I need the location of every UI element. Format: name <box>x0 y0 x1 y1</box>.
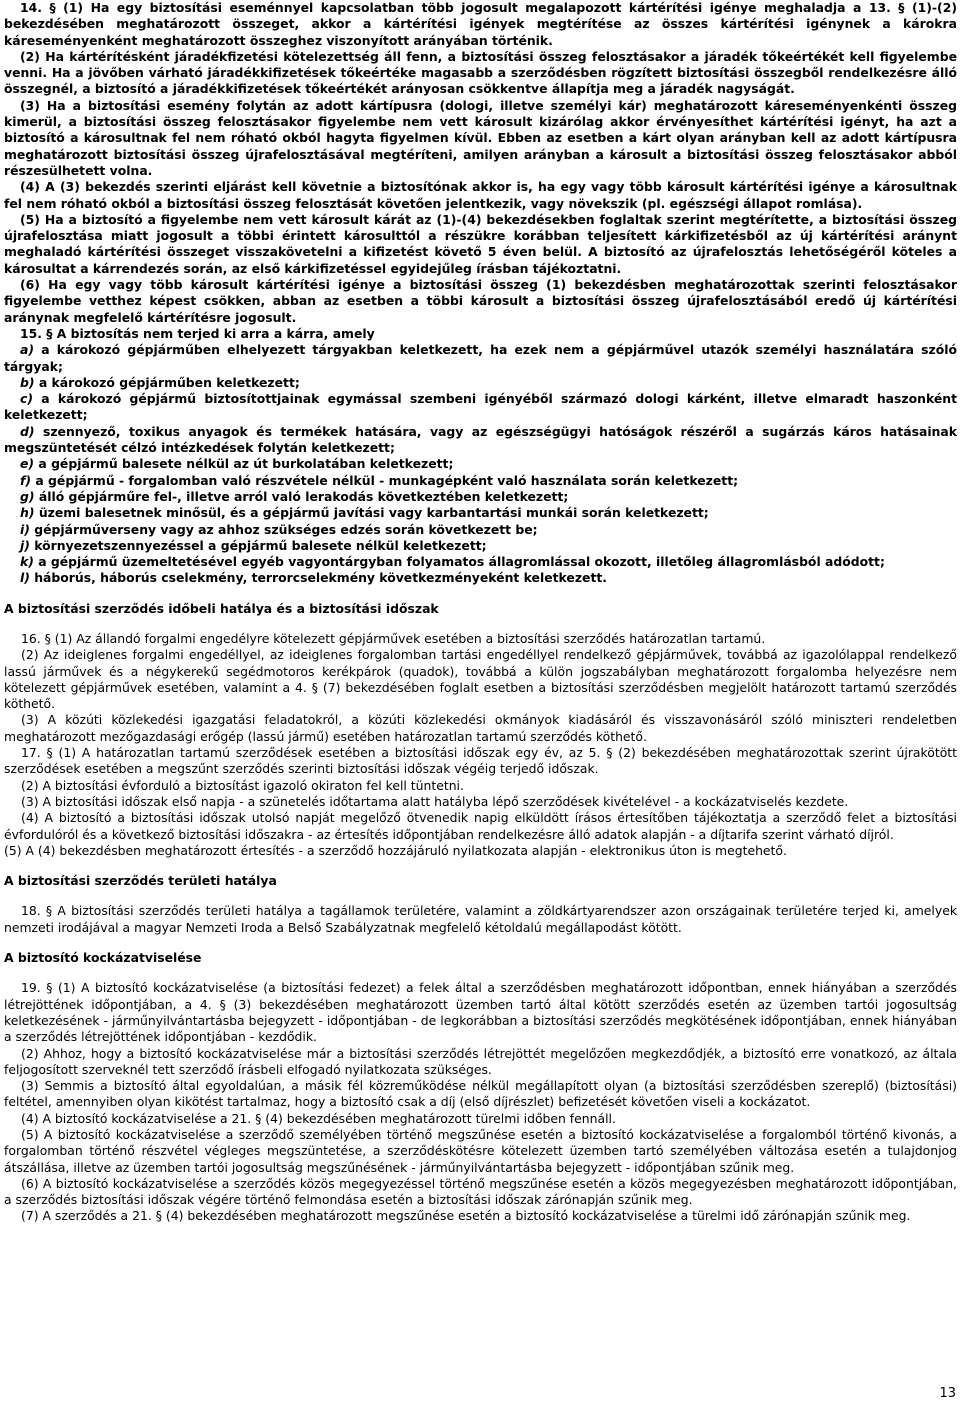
exclusion-item-letter: j) <box>20 537 35 553</box>
page-number: 13 <box>939 1386 956 1401</box>
exclusion-item-letter: d) <box>20 423 43 439</box>
heading-territorial-scope: A biztosítási szerződés területi hatálya <box>4 873 277 889</box>
exclusion-item <box>4 554 957 570</box>
exclusion-item-text: álló gépjárműre fel-, illetve arról való lerakodás következtében keletkezett; <box>38 488 569 504</box>
exclusion-item-text: üzemi balesetnek minősül, és a gépjármű javítási vagy karbantartási munkái során keletkezett; <box>38 505 709 521</box>
exclusion-item <box>4 375 957 391</box>
paragraph-19-6: (6) A biztosító kockázatviselése a szerződés közös megegyezéssel történő megszűnése esetén a közös megegyezésben meghatározott időpontjában, a szerződés biztosítási időszak végére történő felmondása esetén a biztosítási időszak zárónapján szűnik meg. <box>4 1175 957 1208</box>
paragraph-19-4: (4) A biztosító kockázatviselése a 21. § (4) bekezdésében meghatározott türelmi időben fennáll. <box>21 1110 616 1126</box>
exclusion-item-letter: l) <box>20 570 35 586</box>
exclusion-item-letter: i) <box>20 521 35 537</box>
exclusion-item <box>4 473 957 489</box>
paragraph-17-5: (5) A (4) bekezdésben meghatározott értesítés - a szerződő hozzájáruló nyilatkozata alapján - elektronikus úton is megtehető. <box>4 842 787 858</box>
exclusion-item-text: a károkozó gépjárműben elhelyezett tárgyakban keletkezett, ha ezek nem a gépjárművel utazók személyi használatára szóló tárgyak; <box>4 342 957 374</box>
exclusion-item-text: gépjárműverseny vagy az ahhoz szükséges edzés során következett be; <box>34 521 538 537</box>
exclusion-item-letter: g) <box>20 488 39 504</box>
paragraph-19-5: (5) A biztosító kockázatviselése a szerződő személyében történő megszűnése esetén a biztosító kockázatviselése a forgalomból történő kivonás, a forgalomban történő részvétel végleges megszüntetése, a szerződéskötésre kötelezett üzemben tartó személyében változása esetén a tulajdonjog átszállása, illetve az üzemben tartói jogosultság megszűnésének - járműnyilvántartásba bejegyzett - időpontjában szűnik meg. <box>4 1127 957 1175</box>
exclusion-item-letter: c) <box>20 391 42 407</box>
paragraph-14-3: (3) Ha a biztosítási esemény folytán az adott kártípusra (dologi, illetve személyi kár) meghatározott káreseményenkénti összeg kimerül, a biztosítási összeg felosztásakor figyelembe nem vett károsult kizárólag akkor érvényesíthet kártérítési igényt, ha azt a biztosító a károsultnak fel nem róható okból hagyta figyelmen kívül. Ebben az esetben a kárt olyan arányban kell az adott kártípusra meghatározott biztosítási összeg újrafelosztásával megtéríteni, amilyen arányban a károsult a biztosítási összeg felosztásakor abból részesülhetett volna. <box>4 97 957 178</box>
exclusion-item <box>4 489 957 505</box>
paragraph-14-1: 14. § (1) Ha egy biztosítási eseménnyel kapcsolatban több jogosult megalapozott kártérítési igénye meghaladja a 13. § (1)-(2) bekezdésében meghatározott összeget, akkor a kártérítési igények megtérítése az összes kártérítési igénynek a károkra káreseményenként meghatározott összeghez viszonyított arányában történik. <box>4 0 957 48</box>
exclusion-list <box>4 342 957 586</box>
exclusion-item-text: a károkozó gépjárműben keletkezett; <box>38 374 300 390</box>
paragraph-17-4: (4) A biztosító a biztosítási időszak utolsó napját megelőző ötvenedik napig elküldött írásos értesítőben tájékoztatja a szerződő felet a biztosítási évfordulóról és a következő biztosítási időszakra - az értesítés időpontjában rendelkezésre álló adatok alapján - a díjtarifa szerint várható díjról. <box>4 810 957 842</box>
exclusion-item <box>4 456 957 472</box>
exclusion-item <box>4 570 957 586</box>
heading-risk-bearing: A biztosító kockázatviselése <box>4 950 202 966</box>
exclusion-item <box>4 391 957 424</box>
paragraph-19-1: 19. § (1) A biztosító kockázatviselése (a biztosítási fedezet) a felek által a szerződésben meghatározott időpontban, ennek hiányában a szerződés létrejöttének időpontjában, a 4. § (3) bekezdésében meghatározott üzemben tartó által kötött szerződés esetén az üzemben tartói jogosultság keletkezésének - járműnyilvántartásba bejegyzett - időpontjában - de legkorábban a biztosítási szerződés megkötésének időpontjában, ennek hiányában a szerződés létrejöttének időpontjában - kezdődik. <box>4 980 957 1045</box>
exclusion-item <box>4 538 957 554</box>
document-page <box>4 0 957 1225</box>
exclusion-item-letter: b) <box>20 374 39 390</box>
exclusion-item-text: a gépjármű üzemeltetésével egyéb vagyontárgyban folyamatos állagromlással okozott, illetőleg állagromlásból adódott; <box>38 554 885 570</box>
exclusion-item <box>4 505 957 521</box>
paragraph-19-2: (2) Ahhoz, hogy a biztosító kockázatviselése már a biztosítási szerződés létrejöttét megelőzően megkezdődjék, a biztosító erre vonatkozó, az általa feljogosított szerveknél tett szerződő írásbeli elfogadó nyilatkozata szükséges. <box>4 1045 957 1077</box>
paragraph-14-6: (6) Ha egy vagy több károsult kártérítési igénye a biztosítási összeg (1) bekezdésben meghatározottak szerinti felosztásakor figyelembe vetthez képest csökken, abban az esetben a többi károsult a biztosítási összeg újrafelosztásából eredő új kártérítési aránynak megfelelő kártérítésre jogosult. <box>4 277 957 325</box>
paragraph-14-4: (4) A (3) bekezdés szerinti eljárást kell követnie a biztosítónak akkor is, ha egy vagy több károsult kártérítési igénye a károsultnak fel nem róható okból a biztosítási összeg felosztását követően jelentkezik, vagy növekszik (pl. egészségi állapot romlása). <box>4 179 957 211</box>
exclusion-item-text: háborús, háborús cselekmény, terrorcselekmény következményeként keletkezett. <box>34 570 608 586</box>
heading-time-scope: A biztosítási szerződés időbeli hatálya és a biztosítási időszak <box>4 600 439 616</box>
exclusion-item-letter: e) <box>20 456 39 472</box>
paragraph-16-3: (3) A közúti közlekedési igazgatási feladatokról, a közúti közlekedési okmányok kiadásáról és visszavonásáról szóló miniszteri rendeletben meghatározott mezőgazdasági erőgép (lassú jármű) esetében határozatlan tartamú szerződés köthető. <box>4 712 957 744</box>
exclusion-item-letter: k) <box>20 554 39 570</box>
exclusion-item-text: a gépjármű - forgalomban való részvétele nélkül - munkagépként való használata során keletkezett; <box>35 472 739 488</box>
paragraph-19-7: (7) A szerződés a 21. § (4) bekezdésében meghatározott megszűnése esetén a biztosító kockázatviselése a türelmi idő zárónapján szűnik meg. <box>21 1208 911 1224</box>
paragraph-14-5: (5) Ha a biztosító a figyelembe nem vett károsult kárát az (1)-(4) bekezdésekben foglaltak szerint megtérítette, a biztosítási összeg újrafelosztása miatt jogosult a többi érintett károsulttól a részükre korábban teljesített kárkifizetésből az új kártérítési aránynt meghaladó kártérítési összeget visszakövetelni a kifizetést követő 5 éven belül. A biztosító az újrafelosztás lehetőségéről köteles a károsultat a kárrendezés során, az első kárkifizetéssel egyidejűleg írásban tájékoztatni. <box>4 211 957 276</box>
paragraph-19-3: (3) Semmis a biztosító által egyoldalúan, a másik fél közreműködése nélkül megállapított olyan (a biztosítási szerződésben szereplő) (biztosítási) feltétel, amennyiben olyan kikötést tartalmaz, hogy a biztosító csak a díj (első díjrészlet) befizetését követően viseli a kockázatot. <box>4 1078 957 1110</box>
paragraph-18: 18. § A biztosítási szerződés területi hatálya a tagállamok területére, valamint a zöldkártyarendszer azon országainak területére terjed ki, amelyek nemzeti irodájával a magyar Nemzeti Iroda a Belső Szabályzatnak megfelelő kétoldalú megállapodást kötött. <box>4 903 957 935</box>
paragraph-17-1: 17. § (1) A határozatlan tartamú szerződések esetében a biztosítási időszak egy év, az 5. § (2) bekezdésében meghatározottak szerint újrakötött szerződések esetében a megszűnt szerződés szerinti biztosítási időszak végéig terjedő időszak. <box>4 745 957 777</box>
exclusion-item-letter: h) <box>20 505 39 521</box>
paragraph-15: 15. § A biztosítás nem terjed ki arra a kárra, amely <box>20 325 375 341</box>
exclusion-item-text: a gépjármű balesete nélkül az út burkolatában keletkezett; <box>38 456 454 472</box>
paragraph-16-2: (2) Az ideiglenes forgalmi engedéllyel, az ideiglenes forgalomban tartási engedéllyel rendelkező gépjárművek, továbbá az igazolólappal rendelkező lassú járművek és a négykerekű segédmotoros kerékpárok (quadok), továbbá a külön jogszabályban meghatározott forgalomba helyezésre nem kötelezett gépjárművek esetében, valamint a 4. § (7) bekezdésében foglalt esetben a biztosítási szerződésben megjelölt határozott tartamú szerződés köthető. <box>4 647 957 712</box>
exclusion-item-text: a károkozó gépjármű biztosítottjainak egymással szembeni igényéből származó dologi kárként, illetve elmaradt haszonként keletkezett; <box>4 391 958 423</box>
exclusion-item <box>4 424 957 457</box>
exclusion-item-letter: f) <box>20 472 36 488</box>
exclusion-item <box>4 342 957 375</box>
exclusion-item-text: szennyező, toxikus anyagok és termékek hatására, vagy az egészségügyi hatóságok részéről a sugárzás káros hatásainak megszüntetését célzó intézkedések folytán keletkezett; <box>4 423 957 456</box>
paragraph-17-3: (3) A biztosítási időszak első napja - a szünetelés időtartama alatt hatályba lépő szerződések kivételével - a kockázatviselés kezdete. <box>21 793 849 809</box>
paragraph-17-2: (2) A biztosítási évforduló a biztosítást igazoló okiraton fel kell tüntetni. <box>21 777 464 793</box>
paragraph-14-2: (2) Ha kártérítésként járadékfizetési kötelezettség áll fenn, a biztosítási összeg felosztásakor a járadék tőkeértékét kell figyelembe venni. Ha a jövőben várható járadékkifizetések tőkeértéke magasabb a szerződésben rögzített biztosítási összegből rendelkezésre álló összegnél, a biztosító a járadékkifizetések tőkeértékét arányosan csökkentve állapítja meg a járadék nagyságát. <box>4 48 957 97</box>
exclusion-item-letter: a) <box>20 342 42 358</box>
paragraph-16-1: 16. § (1) Az állandó forgalmi engedélyre kötelezett gépjárművek esetében a biztosítási szerződés határozatlan tartamú. <box>21 630 766 646</box>
exclusion-item-text: környezetszennyezéssel a gépjármű balesete nélkül keletkezett; <box>34 537 487 553</box>
exclusion-item <box>4 522 957 538</box>
